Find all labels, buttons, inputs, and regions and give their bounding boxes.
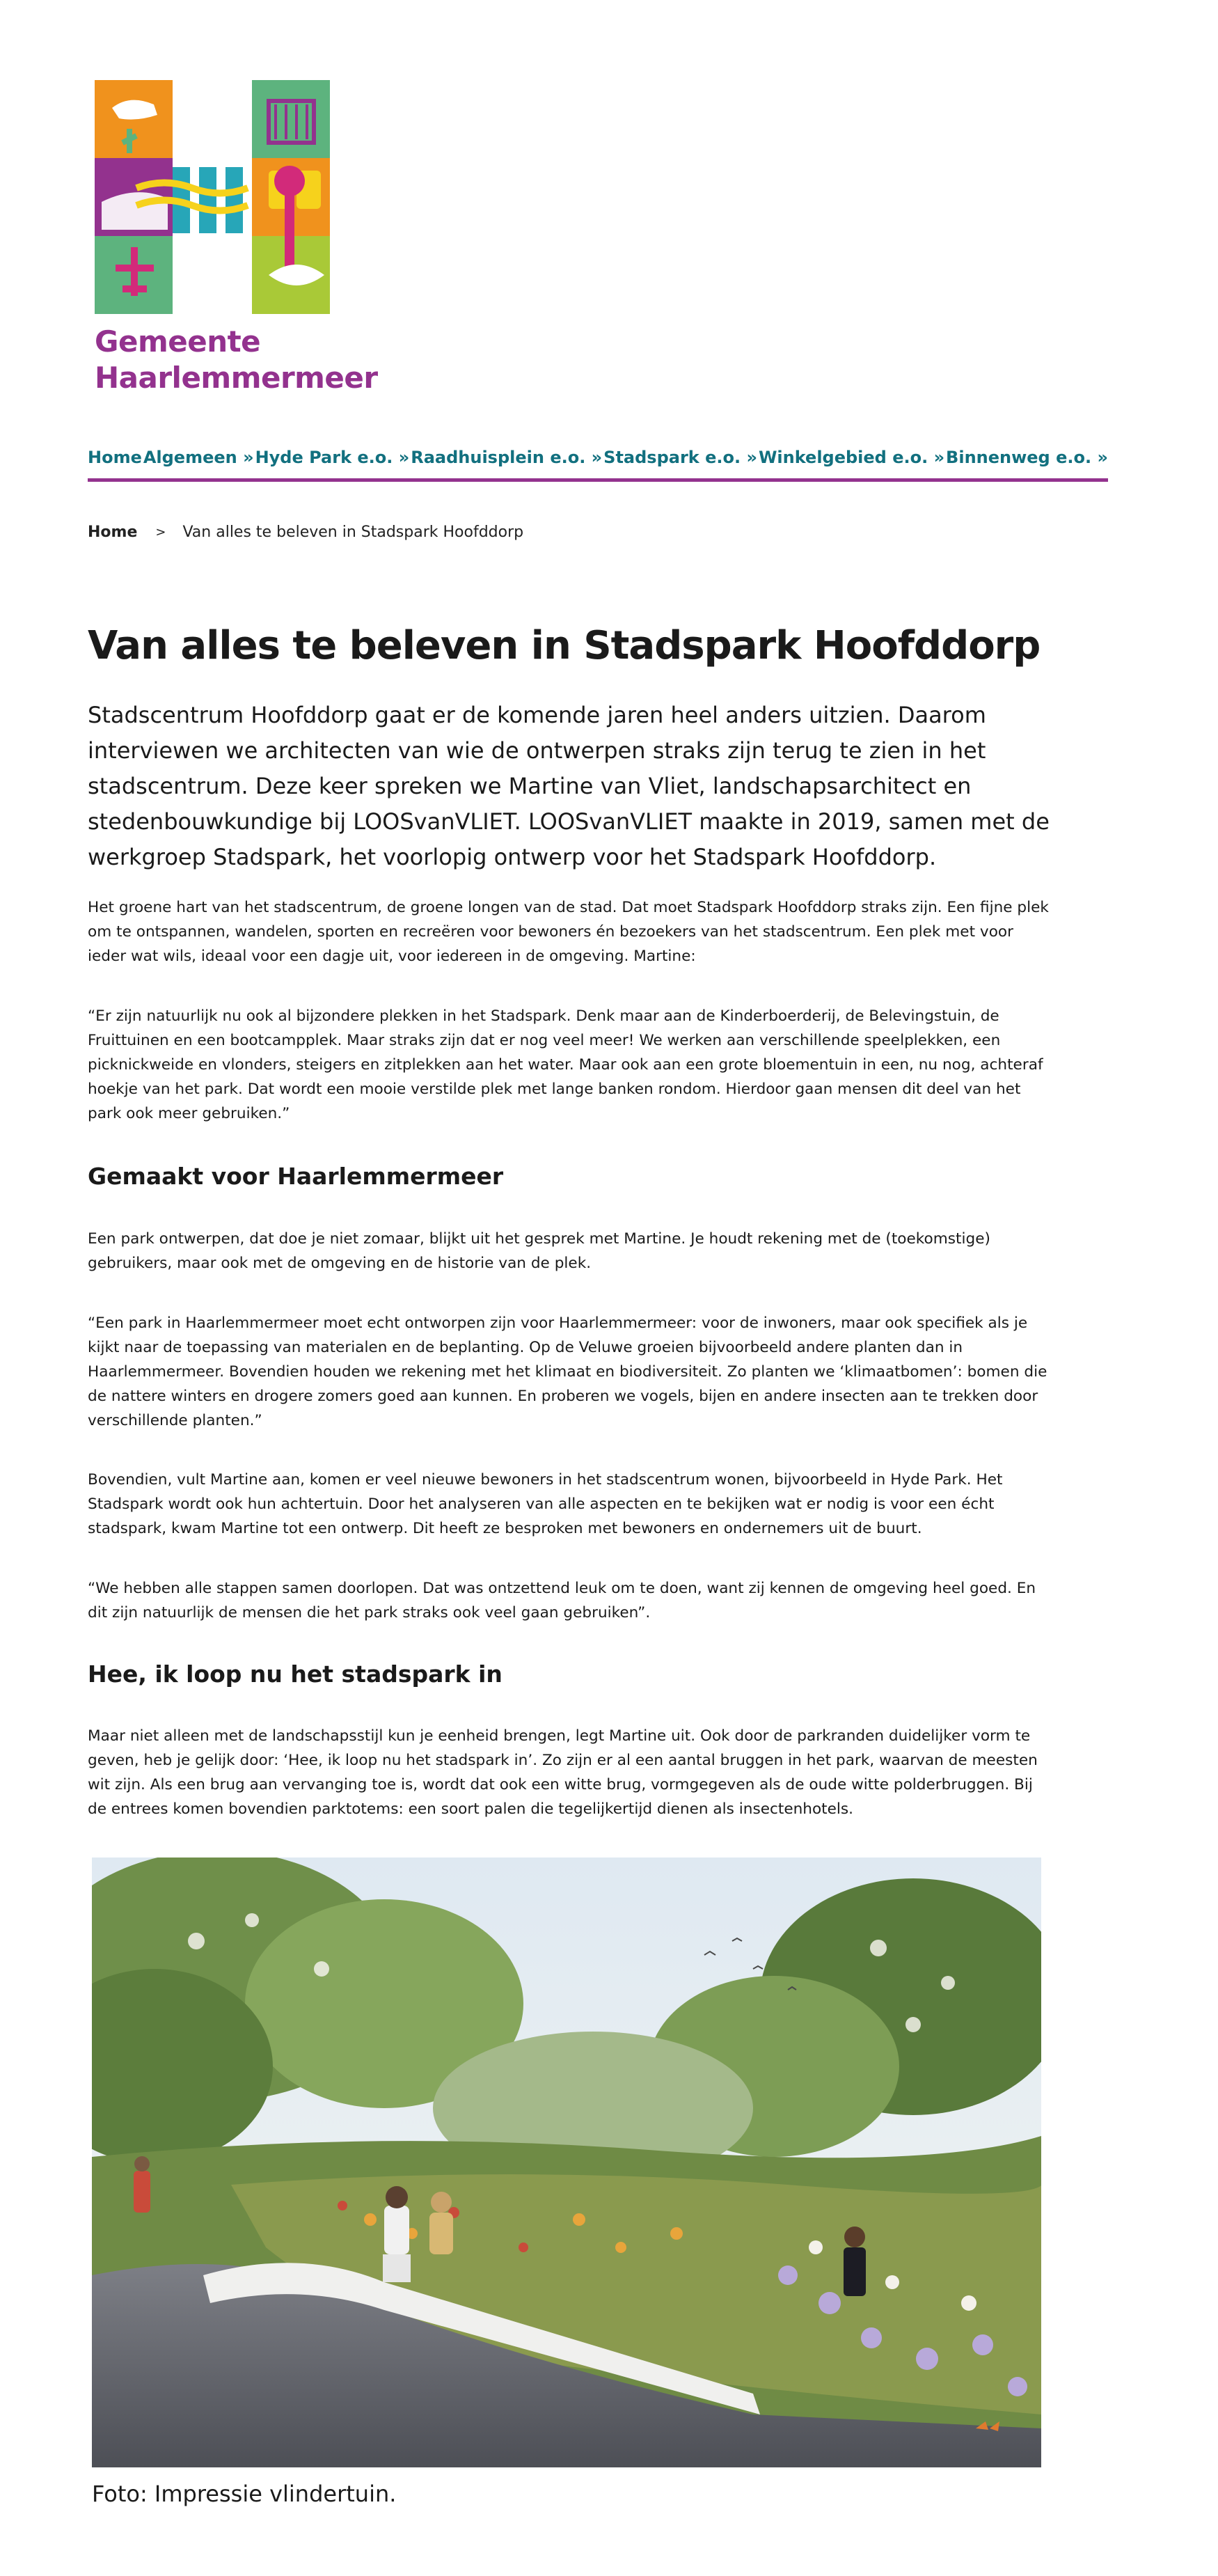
vlindertuin-illustration [92,1858,1041,2467]
nav-item-raadhuisplein[interactable]: Raadhuisplein e.o. » [411,448,603,467]
park-impression-image [92,1858,1041,2467]
breadcrumb-home-link[interactable]: Home [88,524,138,541]
breadcrumb-current: Van alles te beleven in Stadspark Hoofddorp [182,524,524,541]
nav-item-hyde-park[interactable]: Hyde Park e.o. » [255,448,410,467]
nav-item-home[interactable]: Home [88,448,142,467]
image-caption: Foto: Impressie vlindertuin. [92,2481,397,2507]
article-paragraph-5: Bovendien, vult Martine aan, komen er veel nieuwe bewoners in het stadscentrum wonen, bijvoorbeeld in Hyde Park. Het Stadspark wordt ook hun achtertuin. Door het analyseren van alle aspecten en te bekijken wat er nodig is voor een écht stadspark, kwam Martine tot een ontwerp. Dit heeft ze besproken met bewoners en ondernemers uit de buurt. [88,1471,1003,1537]
article-paragraph-3: Een park ontwerpen, dat doe je niet zomaar, blijkt uit het gesprek met Martine. Je houdt rekening met de (toekomstige) gebruikers, maar ook met de omgeving en de historie van de plek. [88,1230,990,1272]
article-paragraph-7: Maar niet alleen met de landschapsstijl kun je eenheid brengen, legt Martine uit. Ook door de parkranden duidelijker vorm te geven, heb je gelijk door: ‘Hee, ik loop nu het stadspark in’. Zo zijn er al een aantal bruggen in het park, waarvan de meesten wit zijn. Als een brug aan vervanging toe is, wordt dat ook een witte brug, vormgegeven als de oude witte polderbruggen. Bij de entrees komen bovendien parktotems: een soort palen die tegelijkertijd dienen als insectenhotels. [88,1727,1038,1818]
article-intro: Stadscentrum Hoofddorp gaat er de komende jaren heel anders uitzien. Daarom interviewen we architecten van wie de ontwerpen straks zijn terug te zien in het stadscentrum. Deze keer spreken we Martine van Vliet, landschapsarchitect en stedenbouwkundige bij LOOSvanVLIET. LOOSvanVLIET maakte in 2019, samen met de werkgroep Stadspark, het voorlopig ontwerp voor het Stadspark Hoofddorp. [88,702,1050,870]
logo-line-haarlemmermeer: Haarlemmermeer [95,361,378,395]
page-title: Van alles te beleven in Stadspark Hoofddorp [88,623,1041,668]
figure-walker [134,2156,150,2213]
logo-line-gemeente: Gemeente [95,324,261,359]
section-heading-hee: Hee, ik loop nu het stadspark in [88,1660,503,1688]
figure-child [844,2226,866,2296]
article-paragraph-4: “Een park in Haarlemmermeer moet echt ontworpen zijn voor Haarlemmermeer: voor de inwoners, maar ook specifiek als je kijkt naar de toepassing van materialen en de beplanting. Op de Veluwe groeien bijvoorbeeld andere planten dan in Haarlemmermeer. Bovendien houden we rekening met het klimaat en biodiversiteit. Zo planten we ‘klimaatbomen’: bomen die de nattere winters en drogere zomers goed aan kunnen. En proberen we vogels, bijen en andere insecten aan te trekken door verschillende planten.” [88,1314,1047,1429]
article-paragraph-6: “We hebben alle stappen samen doorlopen. Dat was ontzettend leuk om te doen, want zij kennen de omgeving heel goed. En dit zijn natuurlijk de mensen die het park straks ook veel gaan gebruiken”. [88,1580,1036,1621]
logo-wordmark [95,324,378,396]
main-navigation [88,440,1108,482]
nav-item-algemeen[interactable]: Algemeen » [143,448,254,467]
site-logo[interactable] [88,66,378,400]
nav-item-winkelgebied[interactable]: Winkelgebied e.o. » [758,448,945,467]
breadcrumb-separator: > [155,525,166,540]
breadcrumb [88,524,523,541]
article-paragraph-2: “Er zijn natuurlijk nu ook al bijzondere plekken in het Stadspark. Denk maar aan de Kinderboerderij, de Belevingstuin, de Fruittuinen en een bootcampplek. Maar straks zijn dat er nog veel meer! We werken aan verschillende speelplekken, een picknickweide en vlonders, steigers en zitplekken aan het water. Maar ook aan een grote bloementuin in een, nu nog, achteraf hoekje van het park. Dat wordt een mooie verstilde plek met lange banken rondom. Hierdoor gaan mensen dit deel van het park ook meer gebruiken.” [88,1007,1043,1122]
logo-mark [88,66,356,317]
nav-item-stadspark[interactable]: Stadspark e.o. » [603,448,757,467]
article-paragraph-1: Het groene hart van het stadscentrum, de groene longen van de stad. Dat moet Stadspark Hoofddorp straks zijn. Een fijne plek om te ontspannen, wandelen, sporten en recreëren voor bewoners én bezoekers van het stadscentrum. Een plek met voor ieder wat wils, ideaal voor een dagje uit, voor iedereen in de omgeving. Martine: [88,899,1049,965]
nav-item-binnenweg[interactable]: Binnenweg e.o. » [946,448,1108,467]
section-heading-gemaakt: Gemaakt voor Haarlemmermeer [88,1163,504,1190]
